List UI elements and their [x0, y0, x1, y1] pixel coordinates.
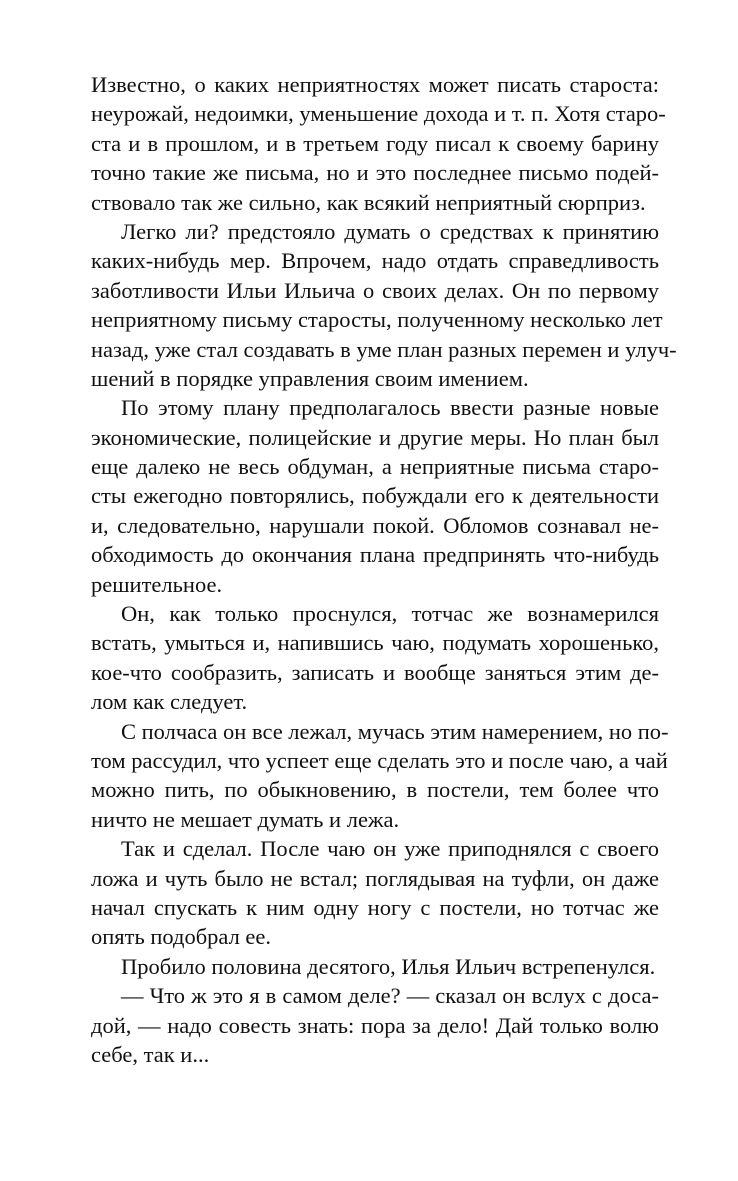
text-line: — Что ж это я в самом деле? — сказал он вслух с доса- — [121, 983, 659, 1009]
text-line: себе, так и... — [91, 1041, 210, 1067]
text-line: Пробило половина десятого, Илья Ильич встрепенулся. — [121, 953, 656, 979]
text-line: Он, как только проснулся, тотчас же вознамерился — [121, 601, 659, 627]
text-line: начал спускать к ним одну ногу с постели, но тотчас же — [91, 894, 659, 920]
text-line: том рассудил, что успеет еще сделать это и после чаю, а чай — [91, 747, 668, 773]
paragraph — [91, 393, 659, 599]
text-line: еще далеко не весь обдуман, а неприятные письма старо- — [91, 454, 659, 480]
text-line: каких-нибудь мер. Впрочем, надо отдать справедливость — [91, 248, 659, 274]
text-line: решительное. — [91, 571, 223, 597]
paragraph — [91, 834, 659, 952]
text-line: ложа и чуть было не встал; поглядывая на туфли, он даже — [91, 865, 659, 891]
book-page — [91, 70, 677, 1069]
text-line: лом как следует. — [91, 689, 248, 715]
text-line: шений в порядке управления своим имением. — [91, 365, 529, 391]
text-line: заботливости Ильи Ильича о своих делах. Он по первому — [91, 277, 659, 303]
text-line: Известно, о каких неприятностях может писать староста: — [91, 72, 659, 97]
text-line: неурожай, недоимки, уменьшение дохода и т. п. Хотя старо- — [91, 101, 666, 127]
text-line: ста и в прошлом, и в третьем году писал к своему барину — [91, 130, 659, 156]
paragraph — [91, 717, 669, 835]
text-line: С полчаса он все лежал, мучась этим намерением, но по- — [121, 718, 669, 744]
text-line: обходимость до окончания плана предпринять что-нибудь — [91, 542, 659, 568]
text-line: опять подобрал ее. — [91, 924, 272, 950]
text-line: встать, умыться и, напившись чаю, подумать хорошенько, — [91, 630, 659, 656]
text-line: неприятному письму старосты, полученному несколько лет — [91, 307, 663, 333]
text-line: Так и сделал. После чаю он уже приподнялся с своего — [121, 836, 659, 862]
text-line: По этому плану предполагалось ввести разные новые — [121, 395, 659, 421]
text-line: сты ежегодно повторялись, побуждали его к деятельности — [91, 483, 659, 509]
text-line: можно пить, по обыкновению, в постели, тем более что — [91, 777, 659, 803]
paragraph — [91, 952, 659, 981]
text-line: дой, — надо совесть знать: пора за дело! Дай только волю — [91, 1012, 659, 1038]
text-line: назад, уже стал создавать в уме план разных перемен и улуч- — [91, 336, 677, 362]
paragraph — [91, 70, 666, 217]
text-line: кое-что сообразить, записать и вообще заняться этим де- — [91, 659, 659, 685]
text-line: экономические, полицейские и другие меры. Но план был — [91, 424, 659, 450]
paragraph — [91, 981, 659, 1069]
text-line: ничто не мешает думать и лежа. — [91, 806, 400, 832]
text-line: и, следовательно, нарушали покой. Обломов сознавал не- — [91, 512, 659, 538]
text-line: точно такие же письма, но и это последнее письмо подей- — [91, 160, 659, 186]
text-line: Легко ли? предстояло думать о средствах к принятию — [121, 218, 659, 244]
paragraph — [91, 599, 659, 717]
text-line: ствовало так же сильно, как всякий неприятный сюрприз. — [91, 189, 646, 215]
paragraph — [91, 217, 677, 393]
